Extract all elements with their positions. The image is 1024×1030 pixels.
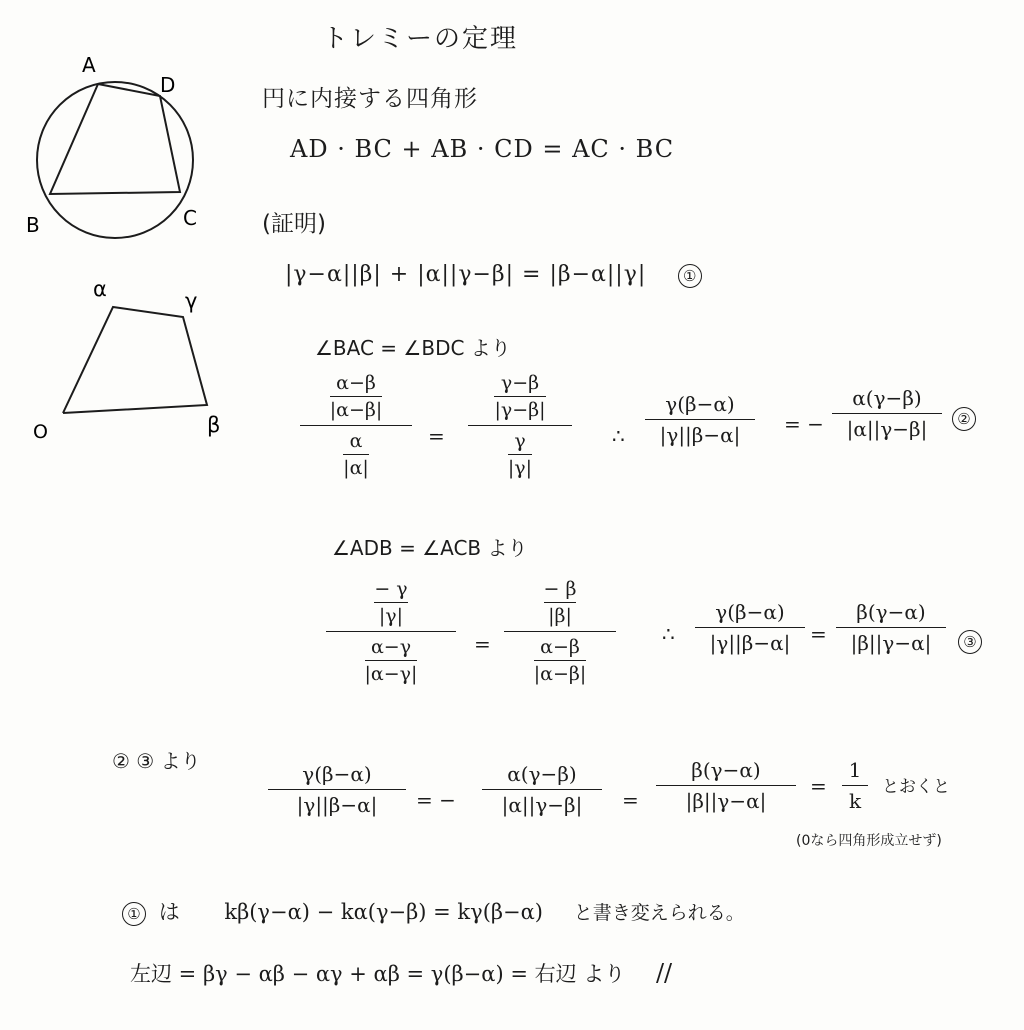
result-fraction-2-right [836, 600, 946, 655]
result-fraction-2-left [695, 600, 805, 655]
combined-fraction-3 [656, 758, 796, 813]
result-1-eq: = − [784, 412, 824, 436]
label-c: C [183, 206, 197, 230]
final-expr: 左辺 = βγ − αβ − αγ + αβ = γ(β−α) = 右辺 より [130, 962, 626, 986]
label-a: A [82, 53, 96, 77]
complex-plane-figure [25, 270, 235, 445]
label-d: D [160, 73, 176, 97]
subtitle: 円に内接する四角形 [262, 86, 478, 112]
compound-fraction-2-right [504, 578, 616, 685]
label-b: B [26, 213, 40, 237]
cf1r-den-den: |γ| [507, 457, 533, 479]
equation-1-mark: ① [678, 264, 702, 288]
equation-3-mark: ③ [958, 630, 982, 654]
combined-fraction-4 [842, 758, 868, 813]
cf1l-num-den: |α−β| [329, 399, 383, 421]
comb-f4-num: 1 [848, 758, 862, 782]
cf1-equals: = [428, 424, 445, 448]
rf2r-num: β(γ−α) [856, 600, 926, 624]
label-alpha: α [93, 277, 107, 301]
rewrite-line [122, 896, 745, 926]
from-2-3: ② ③ より [112, 749, 201, 773]
rewrite-expr: kβ(γ−α) − kα(γ−β) = kγ(β−α) [224, 900, 544, 924]
quadrilateral-abcd [50, 84, 180, 194]
result-fraction-1-right [832, 386, 942, 441]
rf1r-num: α(γ−β) [852, 386, 922, 410]
result-fraction-1-left [645, 392, 755, 447]
comb-f3-num: β(γ−α) [691, 758, 761, 782]
equation-2-mark: ② [952, 407, 976, 431]
rf2l-num: γ(β−α) [715, 600, 785, 624]
cf2r-num-den: |β| [548, 605, 572, 627]
combined-note: とおくと [882, 777, 950, 797]
therefore-1: ∴ [612, 424, 625, 448]
combined-fraction-2 [482, 762, 602, 817]
compound-fraction-2-left [326, 578, 456, 685]
cf2l-num-den: |γ| [378, 605, 404, 627]
comb-f2-den: |α||γ−β| [501, 793, 583, 817]
rf2l-den: |γ||β−α| [709, 631, 791, 655]
comb-f4-den: k [848, 789, 862, 813]
rewrite-ha: は [158, 900, 180, 924]
cf1l-num-num: α−β [336, 372, 376, 394]
combined-op2: = [622, 788, 639, 812]
cf1l-den-den: |α| [343, 457, 369, 479]
comb-f1-num: γ(β−α) [302, 762, 372, 786]
rf1l-den: |γ||β−α| [659, 423, 741, 447]
combined-op3: = [810, 774, 827, 798]
rewrite-tail: と書き変えられる。 [573, 902, 745, 924]
comb-f1-den: |γ||β−α| [296, 793, 378, 817]
angle-condition-1: ∠BAC = ∠BDC より [315, 336, 511, 360]
cf2r-den-den: |α−β| [533, 663, 587, 685]
combined-fraction-1 [268, 762, 406, 817]
combined-op1: = − [416, 788, 456, 812]
equation-1 [285, 262, 702, 288]
comb-f3-den: |β||γ−α| [685, 789, 767, 813]
compound-fraction-1-left [300, 372, 412, 479]
cf1r-den-num: γ [514, 430, 526, 452]
rf1l-num: γ(β−α) [665, 392, 735, 416]
page-title: トレミーの定理 [322, 24, 519, 54]
cf1r-num-den: |γ−β| [494, 399, 546, 421]
angle-condition-2: ∠ADB = ∠ACB より [332, 536, 528, 560]
cf2-equals: = [474, 632, 491, 656]
theorem-equation: AD · BC + AB · CD = AC · BC [290, 135, 675, 163]
quadrilateral-o-alpha-gamma-beta [63, 307, 207, 413]
cf2l-den-num: α−γ [370, 636, 412, 658]
label-origin: O [33, 421, 48, 443]
circumcircle [37, 82, 193, 238]
result-2-eq: = [810, 622, 827, 646]
cyclic-quadrilateral-figure [20, 50, 220, 245]
equation-1-text: |γ−α||β| + |α||γ−β| = |β−α||γ| [285, 262, 647, 287]
rf2r-den: |β||γ−α| [850, 631, 932, 655]
final-line [130, 958, 672, 988]
label-beta: β [207, 413, 221, 437]
cf2r-num-num: − β [543, 578, 577, 600]
cf2r-den-num: α−β [540, 636, 580, 658]
cf2l-den-den: |α−γ| [364, 663, 418, 685]
label-gamma: γ [185, 289, 198, 313]
cf1r-num-num: γ−β [500, 372, 540, 394]
cf1l-den-num: α [349, 430, 363, 452]
compound-fraction-1-right [468, 372, 572, 479]
rf1r-den: |α||γ−β| [846, 417, 928, 441]
cf2l-num-num: − γ [374, 578, 408, 600]
proof-label: (証明) [262, 211, 326, 237]
therefore-2: ∴ [662, 622, 675, 646]
combined-paren-note: (0なら四角形成立せず) [796, 833, 942, 849]
rewrite-mark: ① [122, 902, 146, 926]
comb-f2-num: α(γ−β) [507, 762, 577, 786]
qed-mark: // [655, 959, 673, 987]
